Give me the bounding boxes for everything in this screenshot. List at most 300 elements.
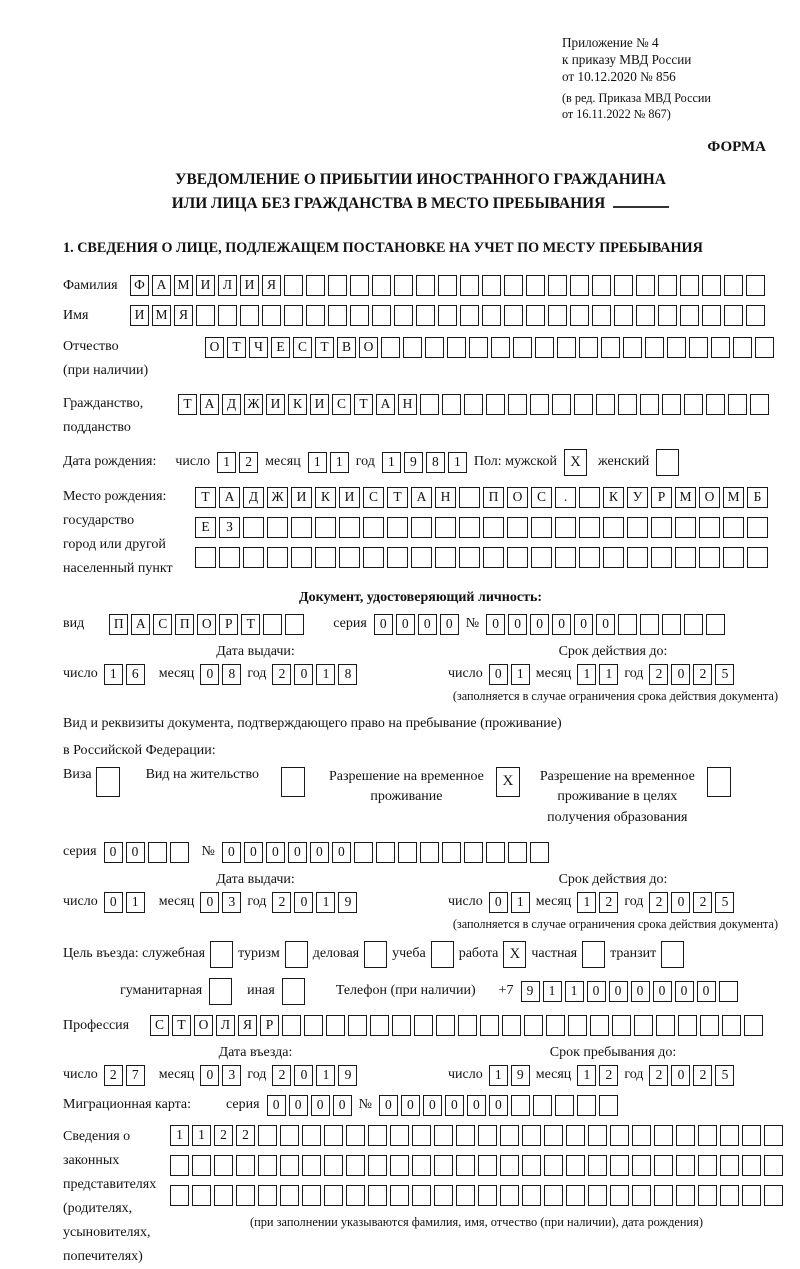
char-cell[interactable]: 0 [294,1065,313,1086]
char-cell[interactable] [698,1125,717,1146]
char-cell[interactable]: М [174,275,193,296]
char-cell[interactable] [262,305,281,326]
sex-male-checkbox[interactable] [564,449,587,476]
char-cell[interactable]: 0 [418,614,437,635]
permit-valid-day-cells[interactable] [489,892,530,913]
char-cell[interactable] [530,394,549,415]
char-cell[interactable] [218,305,237,326]
char-cell[interactable] [372,275,391,296]
char-cell[interactable] [456,1155,475,1176]
char-cell[interactable]: 2 [272,892,291,913]
char-cell[interactable] [456,1185,475,1206]
purpose-work-checkbox[interactable] [503,941,526,968]
char-cell[interactable] [346,1185,365,1206]
char-cell[interactable]: 6 [126,664,145,685]
char-cell[interactable] [676,1185,695,1206]
char-cell[interactable] [214,1185,233,1206]
id-valid-month-cells[interactable] [577,664,618,685]
char-cell[interactable]: О [507,487,528,508]
char-cell[interactable]: С [332,394,351,415]
char-cell[interactable]: И [130,305,149,326]
char-cell[interactable] [480,1015,499,1036]
char-cell[interactable] [582,941,605,968]
char-cell[interactable] [304,1015,323,1036]
char-cell[interactable]: 0 [267,1095,286,1116]
birth-year-cells[interactable] [382,452,467,473]
char-cell[interactable]: П [483,487,504,508]
char-cell[interactable] [148,842,167,863]
char-cell[interactable] [610,1155,629,1176]
purpose-study-checkbox[interactable] [431,941,454,968]
id-valid-year-cells[interactable] [649,664,734,685]
char-cell[interactable]: М [675,487,696,508]
char-cell[interactable] [425,337,444,358]
id-series-cells[interactable] [374,614,459,635]
char-cell[interactable] [636,275,655,296]
char-cell[interactable] [678,1015,697,1036]
char-cell[interactable] [522,1185,541,1206]
char-cell[interactable]: 1 [599,664,618,685]
char-cell[interactable] [285,614,304,635]
char-cell[interactable] [618,614,637,635]
char-cell[interactable] [764,1125,783,1146]
char-cell[interactable] [764,1155,783,1176]
char-cell[interactable]: 2 [649,1065,668,1086]
id-type-cells[interactable] [109,614,304,635]
guardians-cells-3[interactable] [170,1185,783,1206]
char-cell[interactable]: 1 [308,452,327,473]
temp-residence-edu-checkbox[interactable] [707,767,731,797]
permit-series-cells[interactable] [104,842,189,863]
char-cell[interactable]: М [723,487,744,508]
char-cell[interactable] [390,1185,409,1206]
char-cell[interactable] [723,517,744,538]
char-cell[interactable]: К [315,487,336,508]
char-cell[interactable]: 1 [316,892,335,913]
char-cell[interactable]: 1 [382,452,401,473]
char-cell[interactable] [364,941,387,968]
char-cell[interactable] [458,1015,477,1036]
char-cell[interactable] [596,394,615,415]
char-cell[interactable]: Р [260,1015,279,1036]
char-cell[interactable]: 1 [577,664,596,685]
char-cell[interactable] [555,547,576,568]
char-cell[interactable] [603,517,624,538]
char-cell[interactable]: Н [435,487,456,508]
char-cell[interactable]: О [359,337,378,358]
char-cell[interactable]: Я [238,1015,257,1036]
char-cell[interactable]: Я [262,275,281,296]
char-cell[interactable] [579,517,600,538]
char-cell[interactable]: 0 [489,1095,508,1116]
char-cell[interactable]: 3 [222,892,241,913]
char-cell[interactable]: И [240,275,259,296]
char-cell[interactable]: 9 [521,981,540,1002]
purpose-business-checkbox[interactable] [364,941,387,968]
char-cell[interactable] [363,547,384,568]
char-cell[interactable] [243,517,264,538]
char-cell[interactable]: 0 [200,892,219,913]
char-cell[interactable]: 1 [316,1065,335,1086]
char-cell[interactable]: К [603,487,624,508]
char-cell[interactable]: О [699,487,720,508]
char-cell[interactable]: А [219,487,240,508]
permit-issue-month-cells[interactable] [200,892,241,913]
char-cell[interactable] [689,337,708,358]
char-cell[interactable] [434,1185,453,1206]
char-cell[interactable]: 9 [511,1065,530,1086]
char-cell[interactable]: Ф [130,275,149,296]
char-cell[interactable] [170,1155,189,1176]
char-cell[interactable]: 2 [693,892,712,913]
char-cell[interactable] [651,547,672,568]
char-cell[interactable] [723,547,744,568]
char-cell[interactable] [698,1185,717,1206]
char-cell[interactable] [392,1015,411,1036]
id-issue-month-cells[interactable] [200,664,241,685]
char-cell[interactable] [675,517,696,538]
char-cell[interactable] [511,1095,530,1116]
char-cell[interactable] [658,275,677,296]
char-cell[interactable]: 0 [294,892,313,913]
char-cell[interactable]: 2 [214,1125,233,1146]
char-cell[interactable] [236,1185,255,1206]
char-cell[interactable] [579,337,598,358]
char-cell[interactable] [354,842,373,863]
char-cell[interactable] [654,1155,673,1176]
char-cell[interactable]: 0 [104,892,123,913]
char-cell[interactable] [548,275,567,296]
char-cell[interactable] [588,1155,607,1176]
permit-valid-year-cells[interactable] [649,892,734,913]
char-cell[interactable]: 0 [508,614,527,635]
char-cell[interactable] [645,337,664,358]
char-cell[interactable] [531,517,552,538]
char-cell[interactable]: И [266,394,285,415]
char-cell[interactable] [612,1015,631,1036]
char-cell[interactable]: 2 [693,1065,712,1086]
char-cell[interactable] [742,1185,761,1206]
char-cell[interactable]: 0 [126,842,145,863]
char-cell[interactable]: А [152,275,171,296]
char-cell[interactable] [548,305,567,326]
char-cell[interactable]: 8 [338,664,357,685]
char-cell[interactable]: 0 [675,981,694,1002]
char-cell[interactable]: О [205,337,224,358]
char-cell[interactable] [700,1015,719,1036]
char-cell[interactable]: 0 [423,1095,442,1116]
char-cell[interactable] [702,275,721,296]
char-cell[interactable] [640,394,659,415]
char-cell[interactable] [387,517,408,538]
char-cell[interactable] [599,1095,618,1116]
char-cell[interactable] [614,305,633,326]
char-cell[interactable] [747,517,768,538]
char-cell[interactable] [346,1125,365,1146]
purpose-tourism-checkbox[interactable] [285,941,308,968]
char-cell[interactable] [579,547,600,568]
citizenship-cells[interactable] [178,394,769,415]
char-cell[interactable] [632,1155,651,1176]
char-cell[interactable] [282,978,305,1005]
char-cell[interactable]: 1 [192,1125,211,1146]
char-cell[interactable]: 0 [489,664,508,685]
char-cell[interactable]: Т [195,487,216,508]
char-cell[interactable]: 0 [671,1065,690,1086]
char-cell[interactable]: А [131,614,150,635]
char-cell[interactable] [328,305,347,326]
char-cell[interactable]: 0 [631,981,650,1002]
char-cell[interactable] [170,842,189,863]
char-cell[interactable] [698,1155,717,1176]
char-cell[interactable] [662,394,681,415]
char-cell[interactable] [236,1155,255,1176]
char-cell[interactable] [524,1015,543,1036]
char-cell[interactable] [577,1095,596,1116]
char-cell[interactable] [370,1015,389,1036]
char-cell[interactable] [570,275,589,296]
char-cell[interactable]: Н [398,394,417,415]
char-cell[interactable] [720,1125,739,1146]
char-cell[interactable]: 2 [693,664,712,685]
char-cell[interactable] [500,1125,519,1146]
char-cell[interactable]: 0 [294,664,313,685]
char-cell[interactable] [500,1155,519,1176]
char-cell[interactable] [746,275,765,296]
char-cell[interactable] [306,305,325,326]
char-cell[interactable] [416,305,435,326]
char-cell[interactable] [706,394,725,415]
char-cell[interactable] [544,1155,563,1176]
char-cell[interactable] [574,394,593,415]
char-cell[interactable]: Е [271,337,290,358]
char-cell[interactable]: М [152,305,171,326]
id-issue-year-cells[interactable] [272,664,357,685]
char-cell[interactable] [590,1015,609,1036]
char-cell[interactable]: 3 [222,1065,241,1086]
char-cell[interactable] [478,1185,497,1206]
char-cell[interactable] [192,1155,211,1176]
char-cell[interactable]: 0 [333,1095,352,1116]
char-cell[interactable] [486,394,505,415]
stay-year-cells[interactable] [649,1065,734,1086]
char-cell[interactable] [747,547,768,568]
char-cell[interactable] [438,305,457,326]
char-cell[interactable] [431,941,454,968]
char-cell[interactable]: Я [174,305,193,326]
char-cell[interactable]: 9 [338,892,357,913]
char-cell[interactable]: Ж [267,487,288,508]
char-cell[interactable] [412,1125,431,1146]
char-cell[interactable] [724,305,743,326]
char-cell[interactable] [508,842,527,863]
char-cell[interactable]: 0 [222,842,241,863]
char-cell[interactable] [632,1185,651,1206]
char-cell[interactable]: Ж [244,394,263,415]
char-cell[interactable]: С [531,487,552,508]
char-cell[interactable]: 0 [266,842,285,863]
name-cells[interactable] [130,305,765,326]
char-cell[interactable] [742,1155,761,1176]
char-cell[interactable]: С [150,1015,169,1036]
char-cell[interactable]: 8 [426,452,445,473]
char-cell[interactable]: 2 [649,892,668,913]
char-cell[interactable]: 0 [200,1065,219,1086]
char-cell[interactable] [435,517,456,538]
char-cell[interactable]: Р [651,487,672,508]
char-cell[interactable]: А [376,394,395,415]
char-cell[interactable] [522,1125,541,1146]
char-cell[interactable] [416,275,435,296]
char-cell[interactable] [381,337,400,358]
char-cell[interactable] [719,981,738,1002]
char-cell[interactable] [728,394,747,415]
char-cell[interactable] [285,941,308,968]
char-cell[interactable]: 1 [577,892,596,913]
char-cell[interactable]: С [153,614,172,635]
char-cell[interactable]: X [496,767,520,797]
char-cell[interactable]: 1 [577,1065,596,1086]
char-cell[interactable] [420,842,439,863]
char-cell[interactable] [483,547,504,568]
char-cell[interactable] [699,517,720,538]
char-cell[interactable]: С [363,487,384,508]
char-cell[interactable] [464,842,483,863]
guardians-cells-1[interactable] [170,1125,783,1146]
char-cell[interactable]: 0 [379,1095,398,1116]
char-cell[interactable] [398,842,417,863]
char-cell[interactable] [722,1015,741,1036]
char-cell[interactable]: 9 [338,1065,357,1086]
char-cell[interactable] [459,517,480,538]
char-cell[interactable]: О [197,614,216,635]
char-cell[interactable]: Д [222,394,241,415]
char-cell[interactable] [195,547,216,568]
char-cell[interactable] [546,1015,565,1036]
char-cell[interactable]: Т [178,394,197,415]
birthplace-cells-3[interactable] [195,547,768,568]
birth-month-cells[interactable] [308,452,349,473]
char-cell[interactable] [566,1155,585,1176]
residence-permit-checkbox[interactable] [281,767,305,797]
char-cell[interactable] [744,1015,763,1036]
char-cell[interactable] [436,1015,455,1036]
char-cell[interactable] [394,305,413,326]
char-cell[interactable]: У [627,487,648,508]
char-cell[interactable] [368,1125,387,1146]
temp-residence-checkbox[interactable] [496,767,520,797]
char-cell[interactable] [291,547,312,568]
char-cell[interactable]: Р [219,614,238,635]
char-cell[interactable]: Б [747,487,768,508]
char-cell[interactable] [610,1185,629,1206]
visa-checkbox[interactable] [96,767,120,797]
guardians-cells-2[interactable] [170,1155,783,1176]
surname-cells[interactable] [130,275,765,296]
char-cell[interactable] [750,394,769,415]
char-cell[interactable] [603,547,624,568]
char-cell[interactable] [555,517,576,538]
char-cell[interactable] [720,1155,739,1176]
char-cell[interactable] [281,767,305,797]
char-cell[interactable] [339,547,360,568]
char-cell[interactable]: 0 [530,614,549,635]
char-cell[interactable] [434,1155,453,1176]
char-cell[interactable] [566,1185,585,1206]
char-cell[interactable]: 5 [715,664,734,685]
char-cell[interactable]: 8 [222,664,241,685]
id-issue-day-cells[interactable] [104,664,145,685]
char-cell[interactable] [504,305,523,326]
char-cell[interactable] [460,305,479,326]
char-cell[interactable] [742,1125,761,1146]
char-cell[interactable]: И [310,394,329,415]
char-cell[interactable] [267,547,288,568]
char-cell[interactable]: 1 [489,1065,508,1086]
char-cell[interactable] [350,275,369,296]
char-cell[interactable] [478,1155,497,1176]
char-cell[interactable]: 1 [316,664,335,685]
char-cell[interactable] [531,547,552,568]
char-cell[interactable] [555,1095,574,1116]
char-cell[interactable]: З [219,517,240,538]
char-cell[interactable] [640,614,659,635]
purpose-private-checkbox[interactable] [582,941,605,968]
char-cell[interactable]: Т [227,337,246,358]
char-cell[interactable] [526,275,545,296]
char-cell[interactable]: 0 [289,1095,308,1116]
char-cell[interactable]: 0 [587,981,606,1002]
char-cell[interactable]: 9 [404,452,423,473]
char-cell[interactable]: П [175,614,194,635]
char-cell[interactable] [368,1185,387,1206]
char-cell[interactable] [711,337,730,358]
char-cell[interactable] [502,1015,521,1036]
char-cell[interactable] [302,1185,321,1206]
char-cell[interactable] [535,337,554,358]
char-cell[interactable]: Т [172,1015,191,1036]
char-cell[interactable]: Ч [249,337,268,358]
char-cell[interactable] [656,1015,675,1036]
char-cell[interactable] [258,1185,277,1206]
char-cell[interactable] [390,1125,409,1146]
char-cell[interactable] [746,305,765,326]
char-cell[interactable] [394,275,413,296]
char-cell[interactable]: 0 [697,981,716,1002]
char-cell[interactable] [291,517,312,538]
char-cell[interactable] [284,305,303,326]
char-cell[interactable] [346,1155,365,1176]
char-cell[interactable] [702,305,721,326]
char-cell[interactable]: 0 [552,614,571,635]
patronymic-cells[interactable] [205,337,774,358]
char-cell[interactable]: 2 [272,664,291,685]
char-cell[interactable]: Т [315,337,334,358]
char-cell[interactable] [656,449,679,476]
char-cell[interactable] [282,1015,301,1036]
char-cell[interactable]: И [339,487,360,508]
char-cell[interactable] [376,842,395,863]
char-cell[interactable] [240,305,259,326]
char-cell[interactable] [634,1015,653,1036]
char-cell[interactable] [588,1185,607,1206]
char-cell[interactable] [661,941,684,968]
char-cell[interactable] [214,1155,233,1176]
char-cell[interactable]: 0 [396,614,415,635]
char-cell[interactable]: 0 [440,614,459,635]
char-cell[interactable] [170,1185,189,1206]
birthplace-cells-2[interactable] [195,517,768,538]
